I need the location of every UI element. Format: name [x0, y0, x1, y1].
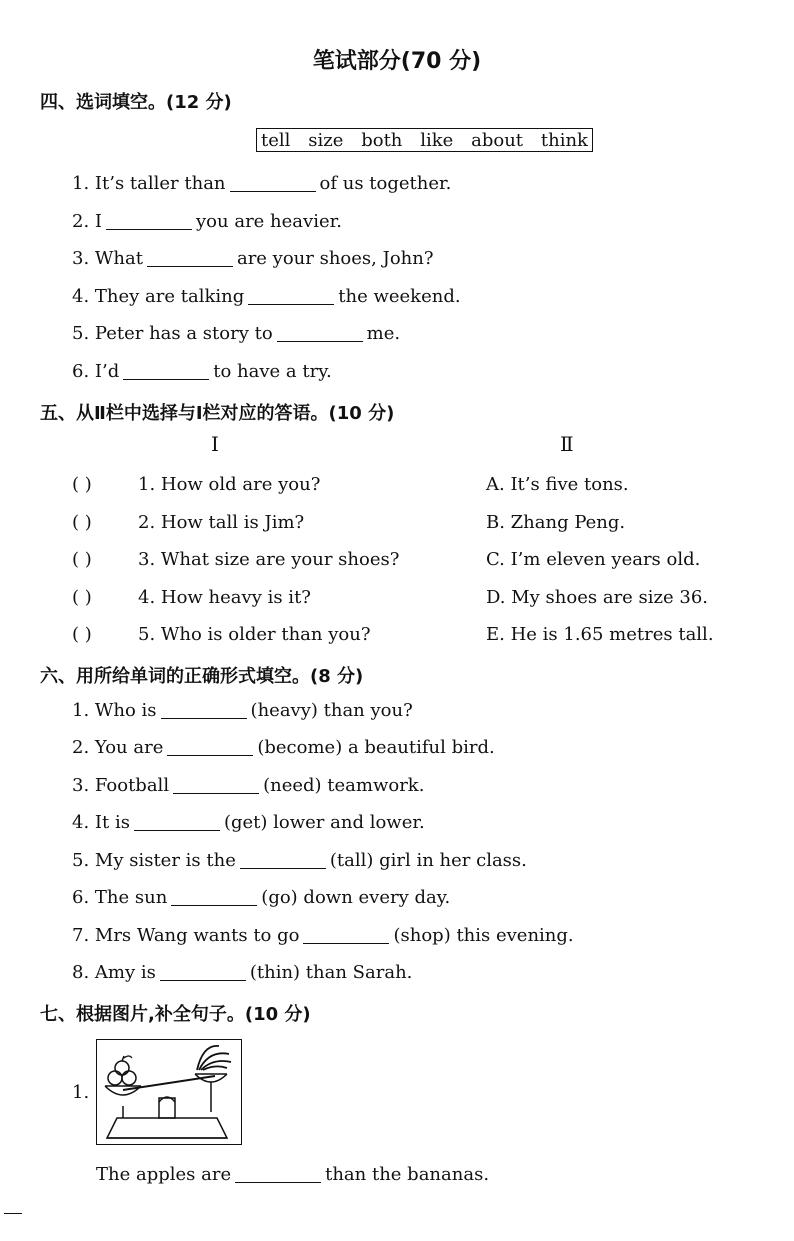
match-answer: D. My shoes are size 36. [486, 587, 709, 608]
section-6-heading: 六、用所给单词的正确形式填空。(8 分) [40, 666, 364, 687]
answer-paren[interactable]: ( ) [72, 474, 92, 495]
page-edge-mark [4, 1213, 22, 1214]
question-line: 6. The sun (go) down every day. [72, 887, 451, 908]
answer-blank[interactable] [123, 361, 209, 380]
question-line: 1. It’s taller than of us together. [72, 173, 452, 194]
answer-blank[interactable] [230, 173, 316, 192]
question-line: 6. I’d to have a try. [72, 361, 332, 382]
match-answer: C. I’m eleven years old. [486, 549, 701, 570]
question-line: 3. What are your shoes, John? [72, 248, 434, 269]
answer-paren[interactable]: ( ) [72, 549, 92, 570]
word-bank-item: about [471, 129, 524, 151]
match-answer: E. He is 1.65 metres tall. [486, 624, 714, 645]
answer-blank[interactable] [161, 700, 247, 719]
question-line: 7. Mrs Wang wants to go (shop) this evening. [72, 925, 574, 946]
answer-blank[interactable] [173, 775, 259, 794]
word-bank-item: like [420, 129, 454, 151]
answer-blank[interactable] [240, 850, 326, 869]
match-answer: B. Zhang Peng. [486, 512, 626, 533]
answer-blank[interactable] [248, 286, 334, 305]
answer-blank[interactable] [106, 211, 192, 230]
answer-paren[interactable]: ( ) [72, 512, 92, 533]
question-line: The apples are than the bananas. [96, 1164, 490, 1185]
question-line: 2. I you are heavier. [72, 211, 342, 232]
word-bank-item: size [308, 129, 344, 151]
match-question: ( ) 2. How tall is Jim? [72, 512, 305, 533]
question-line: 5. My sister is the (tall) girl in her class. [72, 850, 527, 871]
column-2-heading: Ⅱ [560, 432, 574, 456]
word-bank [256, 128, 593, 152]
question-number: 1. [72, 1082, 90, 1103]
question-line: 4. It is (get) lower and lower. [72, 812, 425, 833]
answer-blank[interactable] [147, 248, 233, 267]
section-5-heading: 五、从Ⅱ栏中选择与Ⅰ栏对应的答语。(10 分) [40, 403, 395, 424]
answer-blank[interactable] [171, 887, 257, 906]
answer-blank[interactable] [303, 925, 389, 944]
question-line: 4. They are talking the weekend. [72, 286, 461, 307]
balance-scale-icon [97, 1040, 240, 1143]
section-4-heading: 四、选词填空。(12 分) [40, 92, 232, 113]
match-question: ( ) 1. How old are you? [72, 474, 321, 495]
answer-blank[interactable] [134, 812, 220, 831]
question-line: 8. Amy is (thin) than Sarah. [72, 962, 413, 983]
question-line: 2. You are (become) a beautiful bird. [72, 737, 495, 758]
match-answer: A. It’s five tons. [486, 474, 629, 495]
answer-paren[interactable]: ( ) [72, 587, 92, 608]
answer-blank[interactable] [167, 737, 253, 756]
match-question: ( ) 4. How heavy is it? [72, 587, 311, 608]
section-7-heading: 七、根据图片,补全句子。(10 分) [40, 1004, 311, 1025]
match-question: ( ) 3. What size are your shoes? [72, 549, 400, 570]
answer-blank[interactable] [235, 1164, 321, 1183]
question-line: 5. Peter has a story to me. [72, 323, 401, 344]
match-question: ( ) 5. Who is older than you? [72, 624, 371, 645]
column-1-heading: Ⅰ [211, 432, 219, 456]
word-bank-item: both [361, 129, 403, 151]
word-bank-item: tell [261, 129, 291, 151]
answer-paren[interactable]: ( ) [72, 624, 92, 645]
balance-scale-picture [96, 1039, 242, 1145]
question-line: 3. Football (need) teamwork. [72, 775, 425, 796]
page-title: 笔试部分(70 分) [312, 49, 482, 74]
answer-blank[interactable] [277, 323, 363, 342]
answer-blank[interactable] [160, 962, 246, 981]
word-bank-item: think [540, 129, 588, 151]
question-line: 1. Who is (heavy) than you? [72, 700, 413, 721]
